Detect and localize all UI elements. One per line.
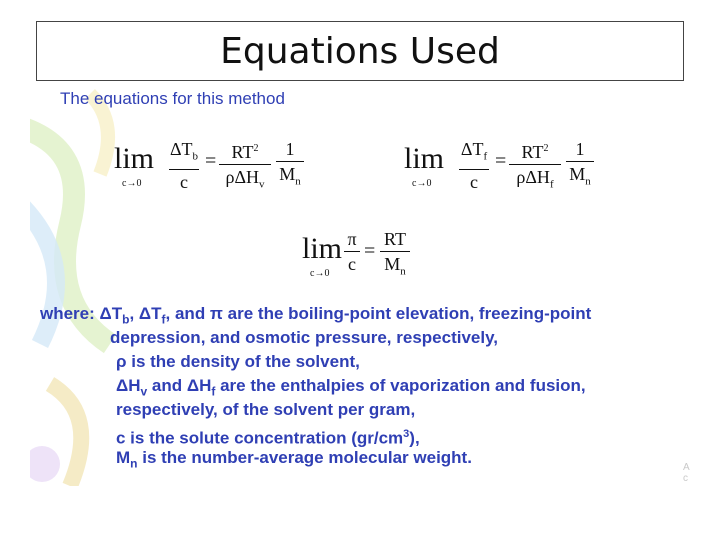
equation-boiling [114, 132, 314, 196]
where-line-3: ρ is the density of the solvent, [116, 352, 360, 371]
where-line-6: c is the solute concentration $(gr/cm^3)$, [116, 428, 420, 448]
lim-symbol: lim [302, 232, 343, 265]
equals-sign: = [364, 240, 376, 262]
equation-freezing [404, 132, 604, 196]
rhs-fraction-2: 1 $M_n$ [566, 138, 594, 193]
lhs-fraction: $\Delta T_f$ c [460, 139, 488, 192]
where-line-1: where: $\Delta T_b$, $\Delta T_f$, and π are the boiling-point elevation, freezing-point [40, 304, 592, 327]
lhs-fraction: $\Delta T_b$ c [169, 139, 199, 192]
rhs-fraction-2: 1 $M_n$ [276, 138, 304, 193]
lim-subscript: c→0 [310, 268, 330, 279]
intro-text: The equations for this method [60, 89, 285, 108]
cropped-side-text: A c [683, 462, 690, 484]
rhs-fraction: RT $M_n$ [380, 228, 410, 283]
rhs-fraction-1: $RT^2$ ρΔH$_v$ [219, 138, 271, 196]
where-line-5: respectively, of the solvent per gram, [116, 400, 416, 419]
equals-sign: = [205, 150, 217, 172]
lim-subscript: c→0 [412, 178, 432, 189]
equation-osmotic [302, 222, 422, 286]
where-line-4: $\Delta H_v$ and $\Delta H_f$ are the enthalpies of vaporization and fusion, [116, 376, 586, 399]
lim-subscript: c→0 [122, 178, 142, 189]
equals-sign: = [495, 150, 507, 172]
lhs-fraction: π c [344, 228, 360, 275]
lim-symbol: lim [114, 142, 155, 175]
where-line-2: depression, and osmotic pressure, respectively, [110, 328, 499, 347]
equations-image [30, 84, 694, 486]
where-line-7: $M_n$ is the number-average molecular weight. [116, 448, 472, 471]
rhs-fraction-1: $RT^2$ ρΔH$_f$ [509, 138, 561, 196]
lim-symbol: lim [404, 142, 445, 175]
slide-title: Equations Used [220, 31, 500, 72]
